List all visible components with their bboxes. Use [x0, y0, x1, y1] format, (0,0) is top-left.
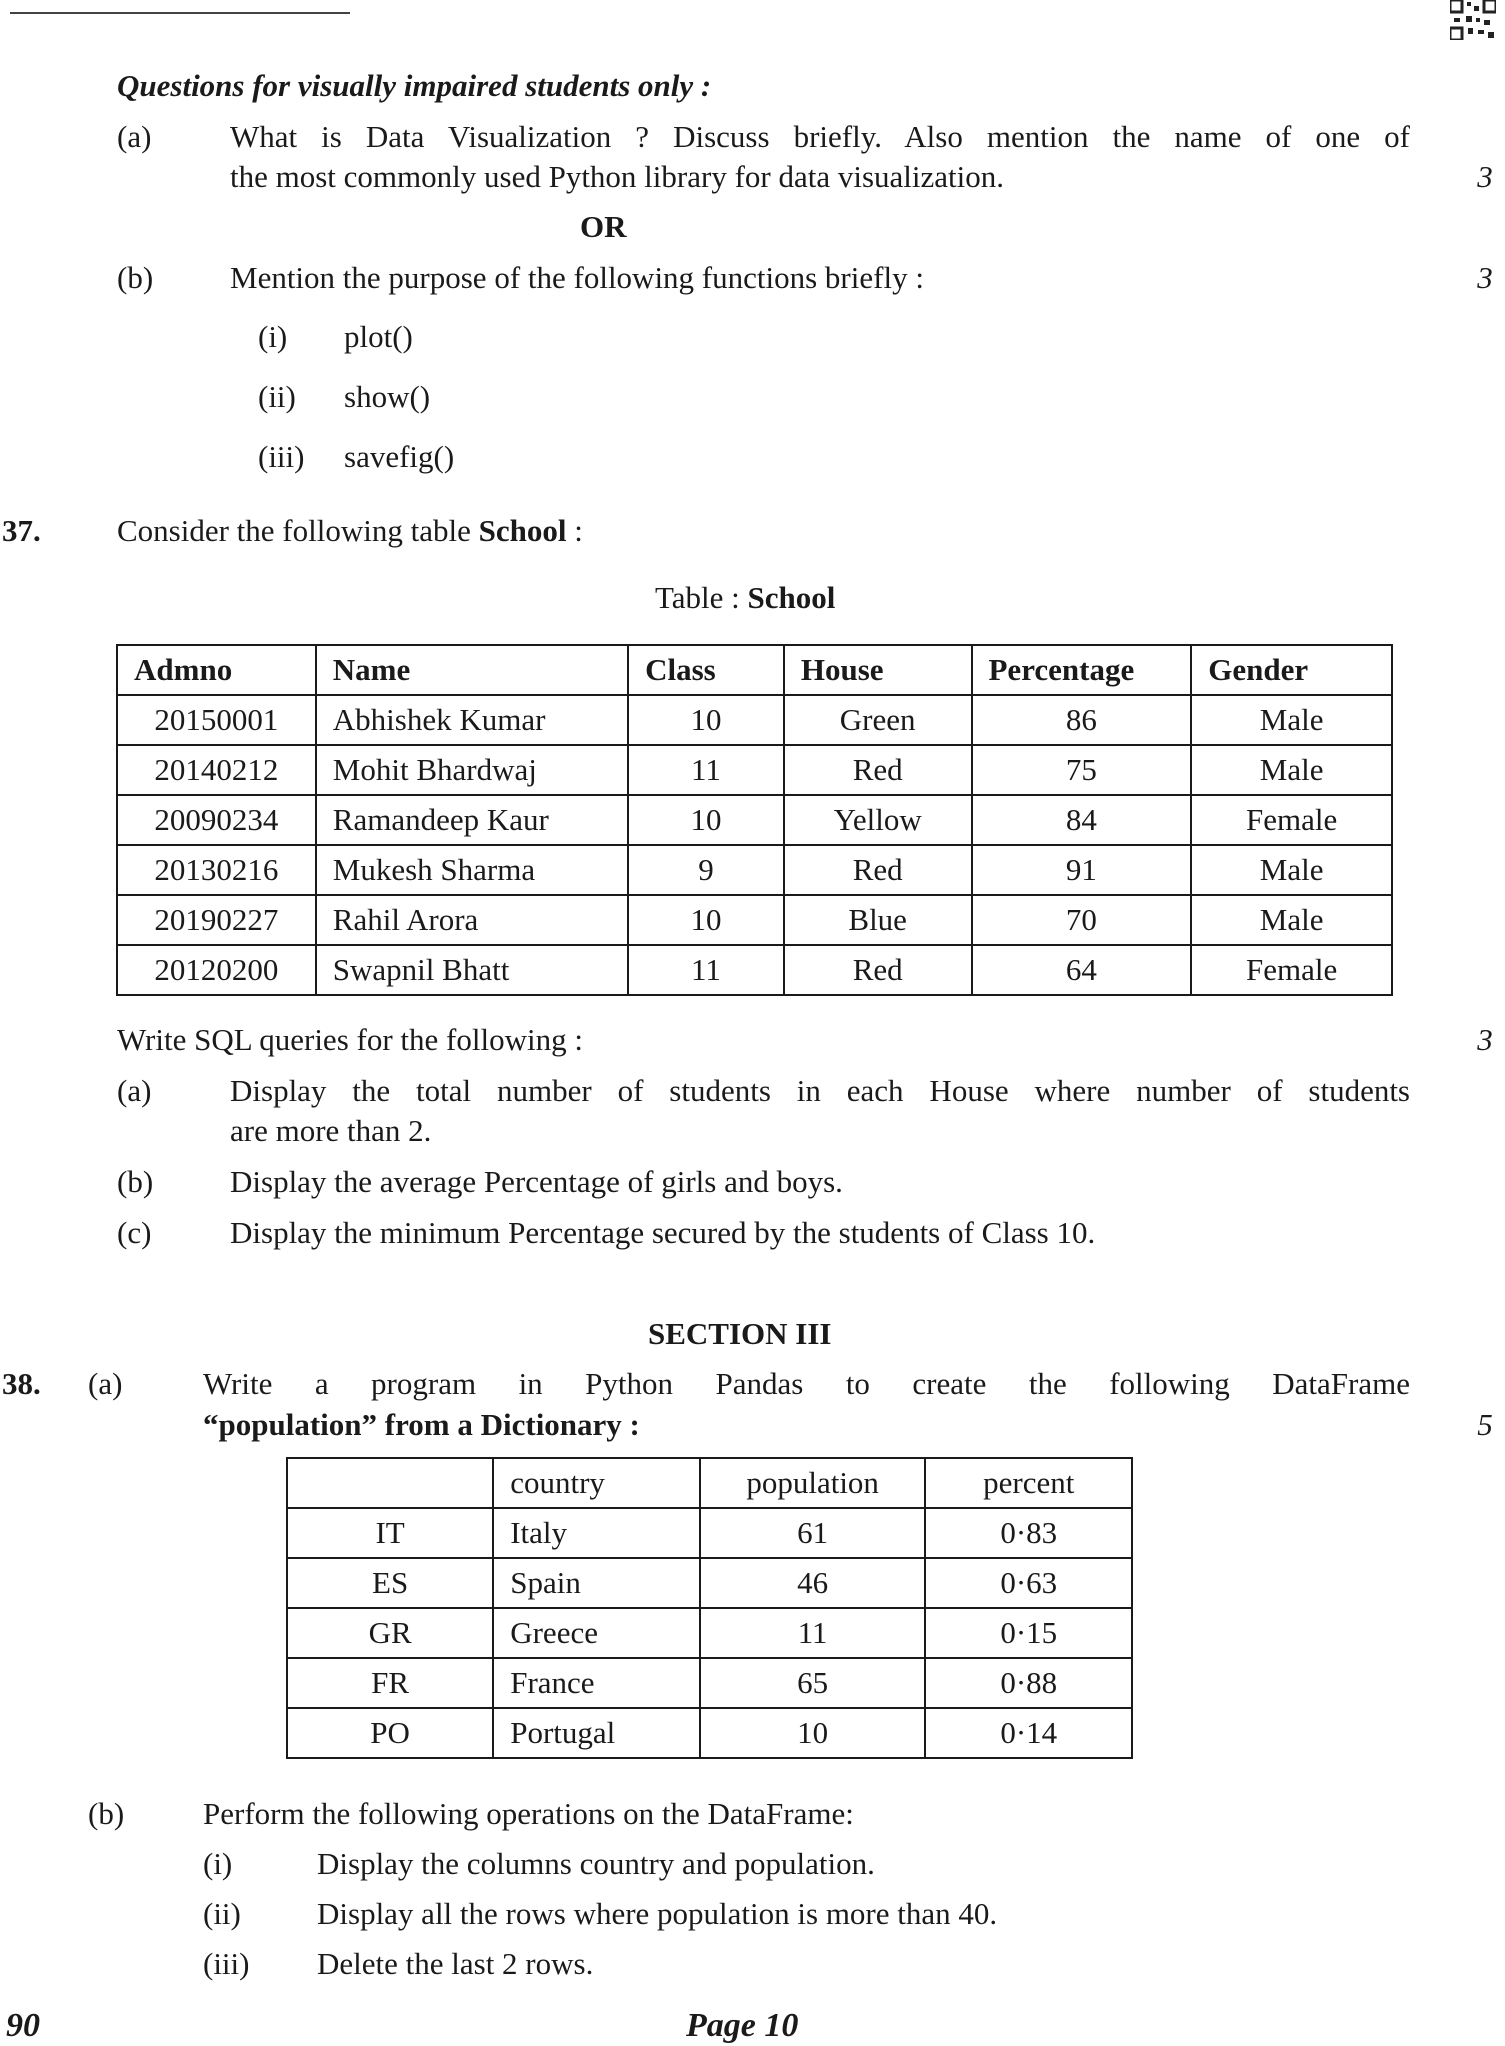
table-cell: 75 [972, 745, 1192, 795]
table-row [117, 895, 1392, 945]
table-cell: 10 [628, 795, 784, 845]
table-cell: 20130216 [117, 845, 316, 895]
table-cell: 86 [972, 695, 1192, 745]
table-row [287, 1658, 1132, 1708]
or-separator: OR [580, 209, 627, 244]
table-cell: Male [1191, 745, 1392, 795]
q38-op-label: (ii) [203, 1896, 241, 1931]
table-cell: 0·15 [925, 1608, 1132, 1658]
q38-b-label: (b) [88, 1796, 125, 1831]
column-header [287, 1458, 493, 1508]
table-cell: Red [784, 745, 972, 795]
column-header: Name [316, 645, 628, 695]
table-cell: 10 [628, 895, 784, 945]
table-cell: 20140212 [117, 745, 316, 795]
vi-a-label: (a) [117, 119, 152, 154]
q37-marks: 3 [1477, 1022, 1493, 1057]
table-cell: Greece [493, 1608, 700, 1658]
table-cell: Yellow [784, 795, 972, 845]
table-cell: 0·63 [925, 1558, 1132, 1608]
vi-a-marks: 3 [1477, 159, 1493, 194]
table-cell: 20120200 [117, 945, 316, 995]
table-cell: Mohit Bhardwaj [316, 745, 628, 795]
table-cell: 11 [628, 745, 784, 795]
column-header: percent [925, 1458, 1132, 1508]
table-cell: Red [784, 845, 972, 895]
q37-intro-table-name: School [478, 513, 567, 548]
q37-intro-suffix: : [566, 513, 583, 548]
vi-item-text: savefig() [344, 439, 455, 474]
page-number: Page 10 [686, 2007, 799, 2044]
q37-part-label: (c) [117, 1215, 152, 1250]
table-header-row [287, 1458, 1132, 1508]
table-cell: 20090234 [117, 795, 316, 845]
table-cell: Rahil Arora [316, 895, 628, 945]
vi-item-text: plot() [344, 319, 413, 354]
table-cell: IT [287, 1508, 493, 1558]
vi-a-line1: What is Data Visualization ? Discuss briefly. Also mention the name of one of [230, 119, 1410, 154]
paper-code: 90 [6, 2007, 40, 2044]
table-row [287, 1708, 1132, 1758]
table-cell: 0·88 [925, 1658, 1132, 1708]
table-cell: GR [287, 1608, 493, 1658]
q38-op-label: (i) [203, 1846, 233, 1881]
q37-part-text: Display the minimum Percentage secured by the students of Class 10. [230, 1215, 1096, 1250]
q37-caption-prefix: Table : [655, 580, 748, 615]
column-header: Admno [117, 645, 316, 695]
table-cell: Ramandeep Kaur [316, 795, 628, 845]
table-cell: 84 [972, 795, 1192, 845]
column-header: country [493, 1458, 700, 1508]
table-cell: Male [1191, 845, 1392, 895]
vi-b-text: Mention the purpose of the following functions briefly : [230, 260, 924, 295]
table-cell: PO [287, 1708, 493, 1758]
q37-part-label: (b) [117, 1164, 154, 1199]
q38-a-line2: “population” from a Dictionary : [203, 1407, 640, 1442]
table-cell: 11 [628, 945, 784, 995]
table-row [117, 945, 1392, 995]
column-header: Percentage [972, 645, 1192, 695]
table-cell: ES [287, 1558, 493, 1608]
table-cell: 65 [700, 1658, 926, 1708]
table-cell: Portugal [493, 1708, 700, 1758]
table-cell: 46 [700, 1558, 926, 1608]
vi-heading: Questions for visually impaired students only : [117, 68, 712, 103]
table-row [117, 845, 1392, 895]
q38-op-text: Delete the last 2 rows. [317, 1946, 594, 1981]
q38-a-line1: Write a program in Python Pandas to create the following DataFrame [203, 1366, 1410, 1401]
table-cell: 64 [972, 945, 1192, 995]
q38-op-label: (iii) [203, 1946, 250, 1981]
q38-b-text: Perform the following operations on the DataFrame: [203, 1796, 854, 1831]
q37-number: 37. [2, 513, 41, 548]
table-row [287, 1608, 1132, 1658]
table-cell: 20150001 [117, 695, 316, 745]
vi-b-label: (b) [117, 260, 154, 295]
column-header: Class [628, 645, 784, 695]
table-cell: Red [784, 945, 972, 995]
table-cell: 11 [700, 1608, 926, 1658]
table-cell: 10 [628, 695, 784, 745]
table-cell: 61 [700, 1508, 926, 1558]
table-cell: France [493, 1658, 700, 1708]
table-cell: Female [1191, 795, 1392, 845]
q37-part-text: Display the average Percentage of girls and boys. [230, 1164, 843, 1199]
column-header: Gender [1191, 645, 1392, 695]
table-cell: Blue [784, 895, 972, 945]
table-cell: 10 [700, 1708, 926, 1758]
q37-part-label: (a) [117, 1073, 152, 1108]
school-table [116, 644, 1393, 996]
table-cell: 0·14 [925, 1708, 1132, 1758]
vi-item-label: (iii) [258, 439, 305, 474]
table-cell: Male [1191, 895, 1392, 945]
table-row [117, 795, 1392, 845]
table-cell: 70 [972, 895, 1192, 945]
table-cell: FR [287, 1658, 493, 1708]
table-cell: Abhishek Kumar [316, 695, 628, 745]
q37-intro [117, 511, 583, 551]
vi-item-text: show() [344, 379, 431, 414]
table-row [287, 1558, 1132, 1608]
vi-item-label: (ii) [258, 379, 296, 414]
vi-a-line2: the most commonly used Python library for data visualization. [230, 159, 1005, 194]
top-rule [10, 12, 350, 14]
q38-number: 38. [2, 1366, 41, 1401]
table-cell: 20190227 [117, 895, 316, 945]
section-heading: SECTION III [648, 1316, 832, 1351]
table-cell: Mukesh Sharma [316, 845, 628, 895]
q37-part-text: Display the total number of students in each House where number of students [230, 1073, 1410, 1108]
q37-part-text-cont: are more than 2. [230, 1113, 432, 1148]
q38-op-text: Display all the rows where population is more than 40. [317, 1896, 998, 1931]
vi-item-label: (i) [258, 319, 288, 354]
table-row [117, 745, 1392, 795]
population-table [286, 1457, 1133, 1759]
q37-caption-table-name: School [747, 580, 836, 615]
table-cell: 9 [628, 845, 784, 895]
qr-code-icon [1450, 0, 1496, 40]
column-header: House [784, 645, 972, 695]
q38-op-text: Display the columns country and population. [317, 1846, 875, 1881]
table-cell: Swapnil Bhatt [316, 945, 628, 995]
table-cell: 0·83 [925, 1508, 1132, 1558]
table-cell: Italy [493, 1508, 700, 1558]
q38-a-marks: 5 [1477, 1407, 1493, 1442]
table-row [117, 695, 1392, 745]
table-header-row [117, 645, 1392, 695]
q37-caption [655, 578, 835, 618]
table-cell: Male [1191, 695, 1392, 745]
table-cell: 91 [972, 845, 1192, 895]
table-cell: Female [1191, 945, 1392, 995]
table-cell: Spain [493, 1558, 700, 1608]
q37-intro-prefix: Consider the following table [117, 513, 479, 548]
column-header: population [700, 1458, 926, 1508]
q38-a-label: (a) [88, 1366, 123, 1401]
table-cell: Green [784, 695, 972, 745]
table-row [287, 1508, 1132, 1558]
q37-instruction: Write SQL queries for the following : [117, 1022, 583, 1057]
vi-b-marks: 3 [1477, 260, 1493, 295]
